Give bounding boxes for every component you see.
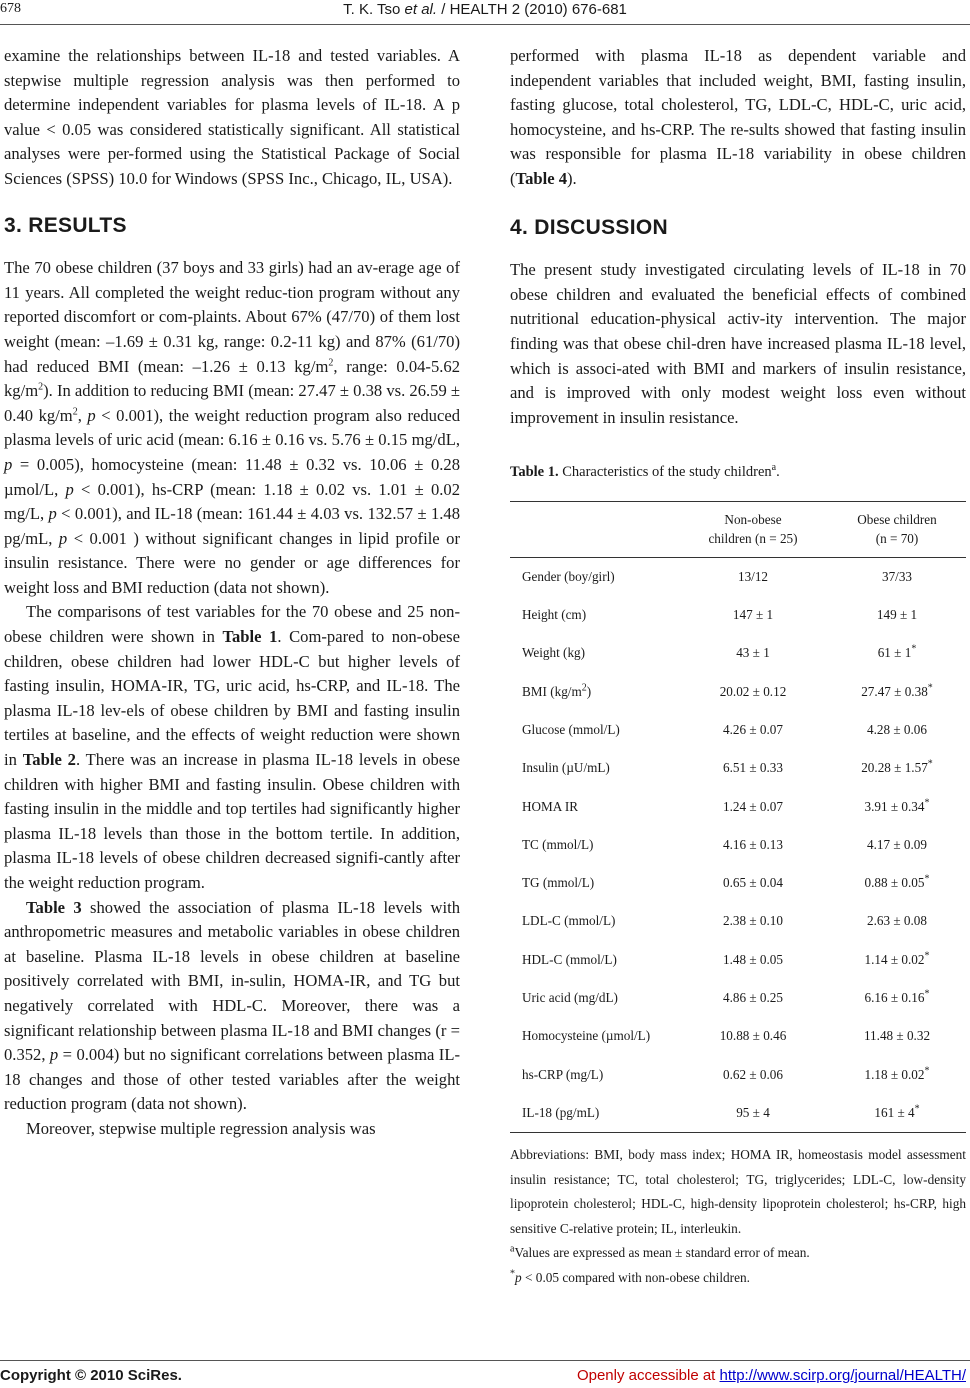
row-label: Gender (boy/girl) (522, 568, 615, 584)
page-number: 678 (0, 1, 21, 16)
open-access-note: Openly accessible at http://www.scirp.org/journal/HEALTH/ (576, 1367, 966, 1384)
table-row (510, 1094, 966, 1133)
row-label: LDL-C (mmol/L) (522, 913, 616, 929)
header-rule (0, 24, 970, 25)
obese-value: 6.16 ± 0.16* (864, 988, 930, 1006)
obese-value: 37/33 (881, 568, 913, 584)
table-notes (510, 1143, 966, 1290)
table-header-blank (510, 501, 678, 557)
non-obese-value: 1.24 ± 0.07 (723, 798, 783, 814)
paragraph: The comparisons of test variables for the 70 obese and 25 non-obese children were shown in Table 1. Com-pared to non-obese children, obese children had lower HDL-C but higher levels of fasting insulin, HOMA-IR, TG, uric acid, hs-CRP, and IL-18. The plasma IL-18 lev-els of obese children by BMI and fasting insulin tertiles at baseline, and the effects of weight reduction were shown in Table 2. There was an increase in plasma IL-18 levels in obese children with higher BMI and fasting insulin. Obese children with fasting insulin in the middle and top tertiles had significantly higher plasma IL-18 levels than those in the bottom tertile. In addition, plasma IL-18 levels of obese children decreased signifi-cantly after the weight reduction program. (4, 602, 460, 892)
obese-value: 4.17 ± 0.09 (867, 836, 927, 852)
obese-value: 20.28 ± 1.57* (861, 758, 933, 776)
table-row (510, 596, 966, 634)
footer-rule (0, 1360, 970, 1361)
row-label: hs-CRP (mg/L) (522, 1066, 604, 1082)
section-title-results: 3. RESULTS (4, 213, 127, 237)
row-label: Insulin (µU/mL) (522, 760, 610, 776)
table-header-non-obese: Non-obese children (n = 25) (708, 511, 798, 546)
table-row (510, 673, 966, 711)
table-row (510, 941, 966, 979)
row-label: IL-18 (pg/mL) (522, 1104, 600, 1120)
table-row (510, 903, 966, 941)
journal-link[interactable]: http://www.scirp.org/journal/HEALTH/ (719, 1367, 966, 1384)
table-row (510, 711, 966, 749)
non-obese-value: 4.86 ± 0.25 (723, 990, 783, 1006)
row-label: Weight (kg) (522, 645, 586, 661)
non-obese-value: 95 ± 4 (736, 1104, 770, 1120)
table-row (510, 1056, 966, 1094)
copyright: Copyright © 2010 SciRes. (0, 1367, 182, 1384)
row-label: TG (mmol/L) (522, 875, 595, 891)
non-obese-value: 2.38 ± 0.10 (723, 913, 783, 929)
characteristics-table (510, 501, 966, 1133)
table-row (510, 826, 966, 864)
obese-value: 149 ± 1 (876, 607, 918, 623)
non-obese-value: 10.88 ± 0.46 (719, 1028, 787, 1044)
obese-value: 4.28 ± 0.06 (867, 721, 927, 737)
obese-value: 1.14 ± 0.02* (864, 950, 930, 967)
non-obese-value: 20.02 ± 0.12 (719, 683, 787, 699)
table-header-obese: Obese children (n = 70) (857, 511, 937, 546)
running-head: T. K. Tso et al. / HEALTH 2 (2010) 676-681 (343, 1, 627, 18)
obese-value: 61 ± 1* (877, 643, 917, 661)
obese-value: 161 ± 4* (874, 1103, 920, 1120)
row-label: HOMA IR (522, 798, 579, 814)
non-obese-value: 1.48 ± 0.05 (723, 951, 783, 967)
footnote-a: $^a$Values are expressed as mean ± standard error of mean. (510, 1243, 810, 1261)
paragraph: examine the relationships between IL-18 and tested variables. A stepwise multiple regression analysis was then performed to determine independent variables for plasma levels of IL-18. A p value < 0.05 was considered statistically significant. All statistical analyses were per-formed using the Statistical Package of Social Sciences (SPSS) 10.0 for Windows (SPSS Inc., Chicago, IL, USA). (4, 46, 460, 188)
paragraph: Moreover, stepwise multiple regression analysis was (26, 1118, 376, 1138)
table-row (510, 749, 966, 787)
obese-value: 2.63 ± 0.08 (867, 913, 927, 929)
paragraph: The 70 obese children (37 boys and 33 girls) had an av-erage age of 11 years. All completed the weight reduc-tion program without any reported discomfort or com-plaints. About 67% (47/70) of them lost weight (mean: –1.69 ± 0.31 kg, range: 0.2-11 kg) and 87% (61/70) had reduced BMI (mean: –1.26 ± 0.13 $kg/m^2$, range: 0.04-5.62 $kg/m^2$). In addition to reducing BMI (mean: 27.47 ± 0.38 vs. 26.59 ± 0.40 $kg/m^2$, p < 0.001), the weight reduction program also reduced plasma levels of uric acid (mean: 6.16 ± 0.16 vs. 5.76 ± 0.15 mg/dL, p = 0.005), homocysteine (mean: 11.48 ± 0.32 vs. 10.06 ± 0.28 µmol/L, p < 0.001), hs-CRP (mean: 1.18 ± 0.02 vs. 1.01 ± 0.02 mg/L, p < 0.001), and IL-18 (mean: 161.44 ± 4.03 vs. 132.57 ± 1.48 pg/mL, p < 0.001 ) without significant changes in lipid profile or insulin resistance. There were no gender or age differences for weight loss and BMI reduction (data not shown). (4, 258, 461, 597)
paragraph: Table 3 showed the association of plasma IL-18 levels with anthropometric measures and metabolic variables in obese children at baseline. Plasma IL-18 levels in obese children at baseline positively correlated with BMI, in-sulin, HOMA-IR, and TG but negatively correlated with HDL-C. Moreover, there was a significant relationship between plasma IL-18 and BMI changes (r = 0.352, p = 0.004) but no significant correlations between plasma IL-18 changes and those of other tested variables after the weight reduction program (data not shown). (4, 897, 461, 1114)
non-obese-value: 13/12 (737, 568, 769, 584)
left-column (4, 44, 460, 1142)
paragraph: The present study investigated circulating levels of IL-18 in 70 obese children and evaluated the beneficial effects of combined nutritional education-physical activ-ity intervention. The major finding was that obese chil-dren have increased plasma IL-18 level, which is associ-ated with BMI and markers of insulin resistance, and is improved with only modest weight loss even without improvement in insulin resistance. (510, 260, 966, 427)
row-label: Uric acid (mg/dL) (522, 990, 618, 1006)
table-row (510, 557, 966, 596)
row-label: Homocysteine (µmol/L) (522, 1028, 651, 1044)
obese-value: 27.47 ± 0.38* (861, 682, 933, 699)
non-obese-value: 147 ± 1 (732, 607, 774, 623)
non-obese-value: 6.51 ± 0.33 (723, 760, 783, 776)
paragraph: performed with plasma IL-18 as dependent variable and independent variables that included weight, BMI, fasting insulin, fasting glucose, total cholesterol, TG, LDL-C, HDL-C, uric acid, homocysteine, and hs-CRP. The re-sults showed that fasting insulin was responsible for plasma IL-18 variability in obese children (Table 4). (510, 46, 966, 188)
row-label: BMI $(kg/m^2)$ (522, 682, 592, 699)
row-label: Height (cm) (522, 607, 587, 623)
non-obese-value: 4.26 ± 0.07 (723, 721, 783, 737)
non-obese-value: 43 ± 1 (736, 645, 770, 661)
table-caption: Table 1. Characteristics of the study children$^a$. (510, 462, 780, 481)
obese-value: 3.91 ± 0.34* (864, 797, 930, 814)
non-obese-value: 4.16 ± 0.13 (723, 836, 783, 852)
table-row (510, 788, 966, 826)
row-label: Glucose (mmol/L) (522, 721, 620, 737)
section-title-discussion: 4. DISCUSSION (510, 215, 668, 239)
obese-value: 1.18 ± 0.02* (864, 1065, 930, 1082)
non-obese-value: 0.62 ± 0.06 (723, 1066, 783, 1082)
obese-value: 11.48 ± 0.32 (863, 1028, 931, 1044)
table-row (510, 635, 966, 673)
table-row (510, 1017, 966, 1055)
table-row (510, 979, 966, 1017)
right-column (510, 44, 966, 1290)
abbreviations-note: Abbreviations: BMI, body mass index; HOMA IR, homeostasis model assessment insulin resistance; TC, total cholesterol; TG, triglycerides; LDL-C, low-density lipoprotein cholesterol; HDL-C, high-density lipoprotein cholesterol; hs-CRP, high sensitive C-relative protein; IL, interleukin. (510, 1147, 966, 1236)
row-label: TC (mmol/L) (522, 836, 594, 852)
row-label: HDL-C (mmol/L) (522, 951, 617, 967)
table-row (510, 864, 966, 902)
non-obese-value: 0.65 ± 0.04 (723, 875, 783, 891)
obese-value: 0.88 ± 0.05* (864, 873, 930, 891)
footnote-star: *p < 0.05 compared with non-obese children. (510, 1268, 750, 1285)
